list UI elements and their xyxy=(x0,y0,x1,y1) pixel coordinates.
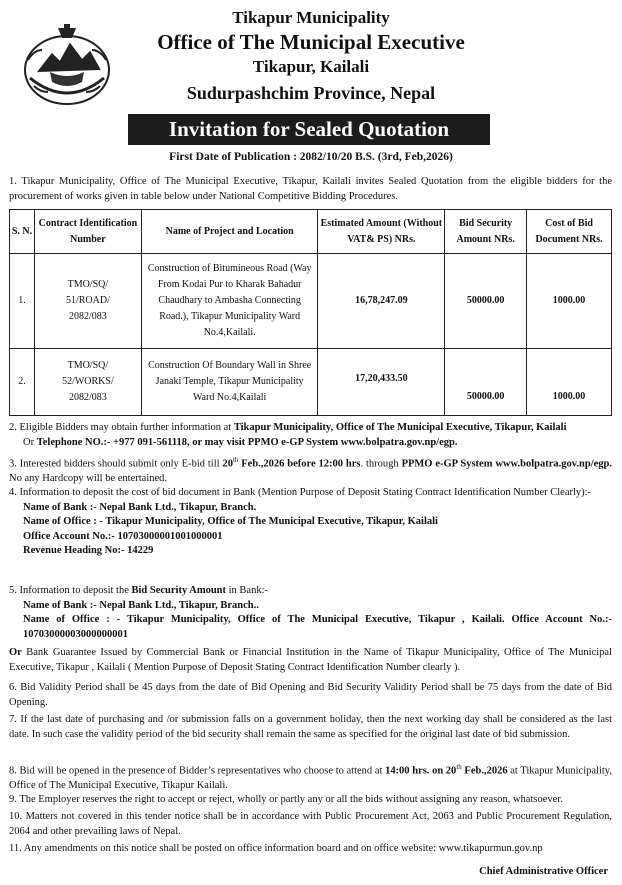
cell-project: Construction Of Boundary Wall in Shree Janaki Temple, Tikapur Municipality Ward No.4,Kailali xyxy=(141,349,318,416)
item-10: 10. Matters not covered in this tender notice shall be in accordance with Public Procurement Act, 2063 and Public Procurement Regulation, 2064 and other prevailing laws of Nepal. xyxy=(9,811,613,837)
cell-cost: 1000.00 xyxy=(527,254,612,349)
item-3: 3. Interested bidders should submit only E-bid till 20th Feb.,2026 before 12:00 hrs. through PPMO e-GP System www.bolpatra.gov.np/egp. No any Hardcopy will be entertained. xyxy=(9,456,613,484)
item-6: 6. Bid Validity Period shall be 45 days from the date of Bid Opening and Bid Security Validity Period shall be 75 days from the date of Bid Opening. xyxy=(9,682,612,708)
col-header-security: Bid Security Amount NRs. xyxy=(445,210,527,254)
item-number: 1. xyxy=(9,176,17,187)
cell-security: 50000.00 xyxy=(445,254,527,349)
table-row xyxy=(10,254,612,349)
office-account: Office Account No.:- 10703000001001000001 xyxy=(23,530,223,542)
office-location: Tikapur, Kailali xyxy=(252,57,370,76)
cell-project: Construction of Bitumineous Road (Way From Kodai Pur to Kharak Bahadur Chaudhary to Ambasha Connecting Road.), Tikapur Municipality Ward No.4,Kailali. xyxy=(141,254,318,349)
cell-amount: 16,78,247.09 xyxy=(318,254,445,349)
cell-contract: TMO/SQ/ 51/ROAD/ 2082/083 xyxy=(34,254,141,349)
item-4: 4. Information to deposit the cost of bid document in Bank (Mention Purpose of Deposit Stating Contract Identification Number Clearly):- Name of Bank :- Nepal Bank Ltd., Tikapur, Branch. Name of Office : - Tikapur Municipality, Office of The Municipal Executive, Tikapur, Kailali Office Account No.:- 10703000001001000001 Revenue Heading No:- 14229 xyxy=(9,486,612,559)
item-11: 11. Any amendments on this notice shall be posted on office information board and on office website: www.tikapurmun.gov.np xyxy=(9,843,543,854)
cell-amount: 17,20,433.50 xyxy=(318,349,445,416)
office-name-bank: Name of Office : - Tikapur Municipality, Office of The Municipal Executive, Tikapur, Kailali xyxy=(23,516,438,527)
bank-name: Name of Bank :- Nepal Bank Ltd., Tikapur, Branch. xyxy=(23,501,257,513)
cell-cost: 1000.00 xyxy=(527,349,612,416)
cell-sn: 1. xyxy=(10,254,35,349)
revenue-heading: Revenue Heading No:- 14229 xyxy=(23,545,154,556)
col-header-project: Name of Project and Location xyxy=(141,210,318,254)
cell-security: 50000.00 xyxy=(445,349,527,416)
cell-contract: TMO/SQ/ 52/WORKS/ 2082/083 xyxy=(34,349,141,416)
item-5: 5. Information to deposit the Bid Security Amount in Bank:- Name of Bank :- Nepal Bank Ltd., Tikapur, Branch.. Name of Office : - Tikapur Municipality, Office of The Municipal Executive, Tikapur , Kailali. Office Account No.:- 10703000003000000001 xyxy=(9,584,612,642)
province: Sudurpashchim Province, Nepal xyxy=(186,83,436,103)
col-header-amount: Estimated Amount (Without VAT& PS) NRs. xyxy=(318,210,445,254)
security-office-account: Name of Office : - Tikapur Municipality, Office of The Municipal Executive, Tikapur , Kailali. Office Account No.:- 10703000003000000001 xyxy=(23,614,612,640)
item-2: 2. Eligible Bidders may obtain further information at Tikapur Municipality, Office of The Municipal Executive, Tikapur, Kailali Or Telephone NO.:- +977 091-561118, or may visit PPMO e-GP System www.bolpatra.gov.np/egp. xyxy=(9,422,567,448)
security-bank-name: Name of Bank :- Nepal Bank Ltd., Tikapur, Branch.. xyxy=(23,599,259,611)
table-row xyxy=(10,349,612,416)
col-header-cost: Cost of Bid Document NRs. xyxy=(527,210,612,254)
item-or: Or Bank Guarantee Issued by Commercial Bank or Financial Institution in the Name of Tikapur Municipality, Office of The Municipal Executive, Tikapur , Kailali ( Mention Purpose of Deposit Stating Contract Identification Number clearly ). xyxy=(9,647,612,673)
publication-date: First Date of Publication : 2082/10/20 B.S. (3rd, Feb,2026) xyxy=(169,151,453,163)
signature-title: Chief Administrative Officer xyxy=(479,866,608,877)
item-8: 8. Bid will be opened in the presence of Bidder’s representatives who choose to attend at 14:00 hrs. on 20th Feb.,2026 at Tikapur Municipality, Office of The Municipal Executive, Tikapur Kailali. xyxy=(9,763,612,791)
works-table xyxy=(9,209,612,416)
col-header-sn: S. N. xyxy=(10,210,35,254)
item-7: 7. If the last date of purchasing and /or submission falls on a government holiday, then the next working day shall be considered as the last date. In such case the validity period of the bid security shall remain the same as specified for the original last date of bid submission. xyxy=(9,714,613,740)
item-9: 9. The Employer reserves the right to accept or reject, wholly or partly any or all the bids without assigning any reason, whatsoever. xyxy=(9,794,563,805)
intro-text: Tikapur Municipality, Office of The Municipal Executive, Tikapur, Kailali invites Sealed Quotation from the eligible bidders for the procurement of works given in table below under National Competitive Bidding Procedures. xyxy=(9,176,612,202)
office-name: Office of The Municipal Executive xyxy=(157,30,465,54)
table-header-row xyxy=(10,210,612,254)
org-name: Tikapur Municipality xyxy=(232,8,390,27)
notice-title-banner: Invitation for Sealed Quotation xyxy=(128,114,490,145)
intro-paragraph xyxy=(9,175,612,204)
cell-sn: 2. xyxy=(10,349,35,416)
col-header-contract: Contract Identification Number xyxy=(34,210,141,254)
